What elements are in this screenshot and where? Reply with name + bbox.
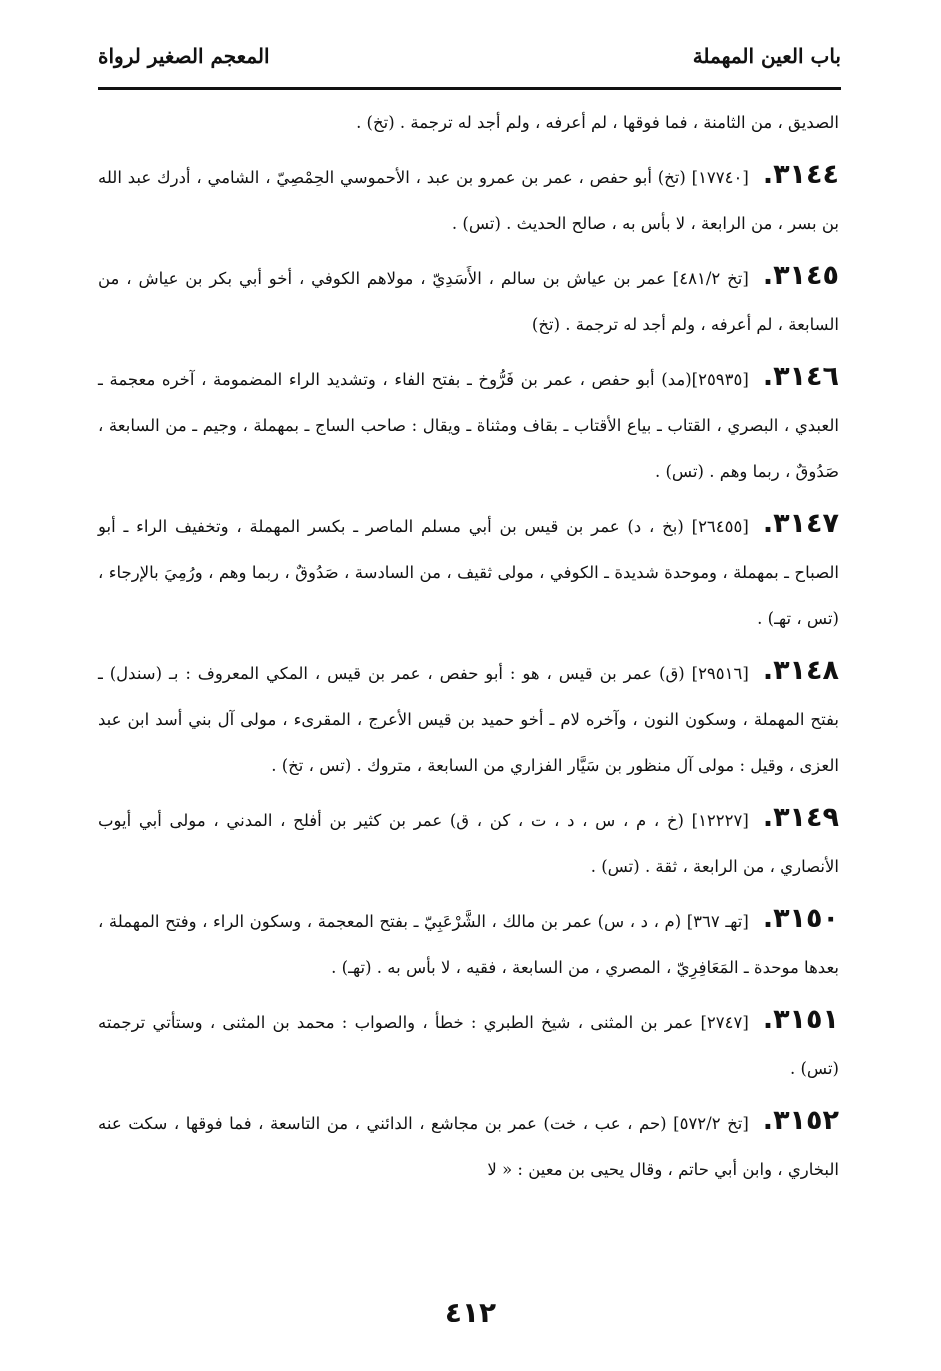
page-body — [98, 100, 839, 1193]
entry — [98, 648, 839, 789]
entry-number: ٣١٤٨. — [762, 655, 839, 686]
entry-number: ٣١٤٩. — [762, 802, 839, 833]
entry-number: ٣١٤٤. — [762, 159, 839, 190]
entry-number: ٣١٤٦. — [762, 361, 840, 392]
entry-text: [١٧٧٤٠] (تخ) أبو حفص ، عمر بن عمرو بن عبد ، الأحموسي الحِمْصِيّ ، الشامي ، أدرك عبد الله بن بسر ، من الرابعة ، لا بأس به ، صالح الحديث . (تس) . — [98, 168, 839, 233]
entry-text: [٢٦٤٥٥] (بخ ، د) عمر بن قيس بن أبي مسلم الماصر ـ بكسر المهملة ، وتخفيف الراء ـ أبو الصباح ـ بمهملة ، وموحدة شديدة ـ الكوفي ، مولى ثقيف ، من السادسة ، صَدُوقٌ ، ربما وهم ، ورُمِيَ بالإرجاء ، (تس ، تهـ) . — [98, 517, 839, 628]
entry-text: [١٢٢٢٧] (خ ، م ، س ، د ، ت ، كن ، ق) عمر بن كثير بن أفلح ، المدني ، مولى أبي أيوب الأنصاري ، من الرابعة ، ثقة . (تس) . — [98, 811, 839, 876]
running-header — [98, 36, 841, 86]
chapter-title: باب العين المهملة — [692, 44, 841, 68]
entry — [98, 896, 839, 991]
book-title: المعجم الصغير لرواة — [98, 44, 270, 68]
entry-number: ٣١٤٥. — [762, 260, 839, 291]
page-number: ٤١٢ — [444, 1296, 497, 1329]
entry-text: [تخ ٥٧٢/٢] (حم ، عب ، خت) عمر بن مجاشع ، الدائني ، من التاسعة ، فما فوقها ، سكت عنه البخاري ، وابن أبي حاتم ، وقال يحيى بن معين : « لا — [98, 1114, 839, 1179]
entry — [98, 354, 839, 495]
entry-text: [تهـ ٣٦٧] (م ، د ، س) عمر بن مالك ، الشَّرْعَبِيّ ـ بفتح المعجمة ، وسكون الراء ، وفتح المهملة ، بعدها موحدة ـ المَعَافِرِيّ ، المصري ، من السابعة ، فقيه ، لا بأس به . (تهـ) . — [98, 912, 839, 977]
entry-text: [٢٥٩٣٥](مد) أبو حفص ، عمر بن فَرُّوخ ـ بفتح الفاء ، وتشديد الراء المضمومة ، آخره معجمة ـ العبدي ، البصري ، القتاب ـ بياع الأقتاب ـ بقاف ومثناة ـ ويقال : صاحب الساج ـ بمهملة ، وجيم ـ من السابعة ، صَدُوقٌ ، ربما وهم . (تس) . — [98, 370, 839, 481]
entry-number: ٣١٥٠. — [762, 903, 839, 934]
entry-text: [٢٩٥١٦] (ق) عمر بن قيس ، هو : أبو حفص ، عمر بن قيس ، المكي المعروف : بـ (سندل) ـ بفتح المهملة ، وسكون النون ، وآخره لام ـ أخو حميد بن قيس الأعرج ، المقرىء ، مولى آل بني أسد ابن عبد العزى ، وقيل : مولى آل منظور بن سَيَّار الفزاري من السابعة ، متروك . (تس ، تخ) . — [98, 664, 839, 775]
entry — [98, 795, 839, 890]
entry-number: ٣١٤٧. — [762, 508, 839, 539]
entry — [98, 253, 839, 348]
entry-text: [٢٧٤٧] عمر بن المثنى ، شيخ الطبري : خطأ ، والصواب : محمد بن المثنى ، وستأتي ترجمته (تس) . — [98, 1013, 839, 1078]
continuation-text: الصديق ، من الثامنة ، فما فوقها ، لم أعرفه ، ولم أجد له ترجمة . (تخ) . — [356, 113, 839, 132]
entry — [98, 152, 839, 247]
header-rule — [98, 87, 841, 90]
entry — [98, 1098, 839, 1193]
entry-number: ٣١٥١. — [762, 1004, 839, 1035]
entry — [98, 501, 839, 642]
entry-text: [تخ ٤٨١/٢] عمر بن عياش بن سالم ، الأَسَدِيّ ، مولاهم الكوفي ، أخو أبي بكر بن عياش ، من السابعة ، لم أعرفه ، ولم أجد له ترجمة . (تخ) — [98, 269, 839, 334]
entry — [98, 997, 839, 1092]
entry-number: ٣١٥٢. — [762, 1105, 839, 1136]
